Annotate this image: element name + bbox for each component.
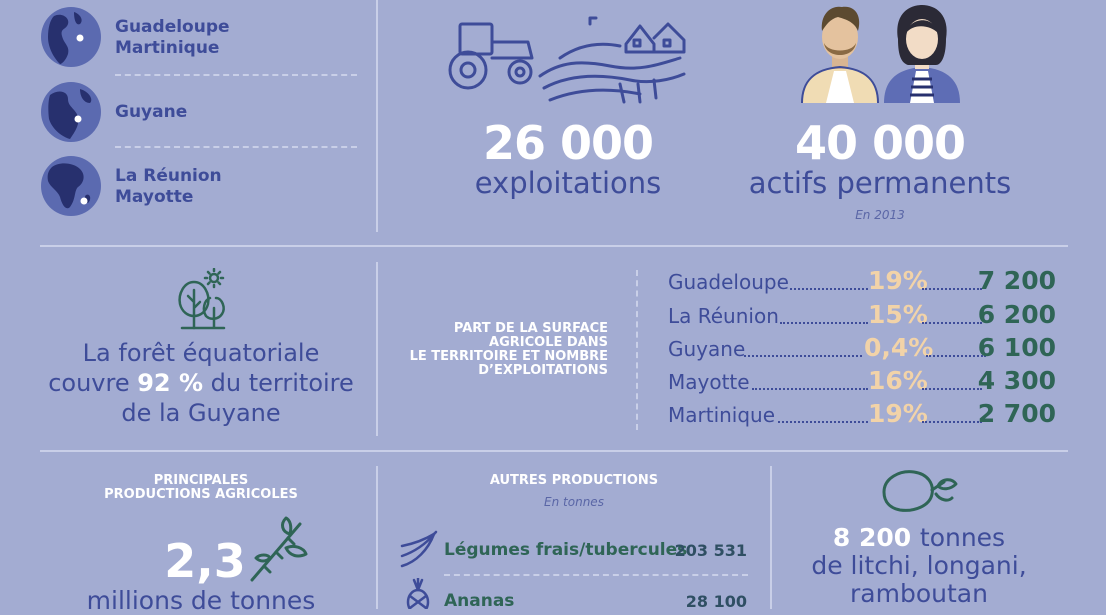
workers-label: actifs permanents — [748, 166, 1012, 200]
litchi-icon — [878, 466, 958, 518]
divider-horizontal-2 — [40, 450, 1068, 452]
surface-row-count: 7 200 — [977, 266, 1056, 295]
farms-label: exploitations — [474, 166, 662, 200]
surface-caption: PART DE LA SURFACE AGRICOLE DANS LE TERRITOIRE ET NOMBRE D’EXPLOITATIONS — [409, 321, 608, 378]
other-prod-title: AUTRES PRODUCTIONS — [489, 473, 659, 488]
tractor-icon — [440, 14, 690, 108]
litchi-quantity-number: 8 200 — [832, 523, 920, 552]
divider-vertical-mid — [376, 262, 378, 436]
dotted-leader — [922, 288, 982, 290]
surface-row-name: Mayotte — [668, 370, 750, 394]
surface-row-count: 2 700 — [977, 399, 1056, 428]
forest-line-1: La forêt équatoriale — [82, 339, 320, 367]
forest-line-2c: du territoire — [203, 369, 354, 397]
forest-line-2a: couvre — [48, 369, 138, 397]
region-label-guadeloupe-martinique: Guadeloupe Martinique — [115, 17, 230, 58]
surface-row — [668, 366, 1060, 396]
other-prod-label: Ananas — [444, 591, 515, 611]
forest-line-3: de la Guyane — [121, 399, 281, 427]
forest-text — [40, 338, 362, 428]
farmer-woman-icon — [880, 3, 964, 107]
farms-count: 26 000 — [482, 116, 654, 170]
other-prod-value: 28 100 — [685, 592, 747, 611]
surface-row-name: La Réunion — [668, 304, 779, 328]
surface-row-count: 6 200 — [977, 300, 1056, 329]
divider-dashed-mid — [636, 270, 638, 430]
tree-sun-icon — [176, 268, 228, 334]
surface-row-count: 4 300 — [977, 366, 1056, 395]
litchi-line-3: ramboutan — [850, 579, 988, 608]
litchi-line-1 — [790, 524, 1048, 552]
other-prod-label: Légumes frais/tubercules — [444, 540, 688, 560]
farmer-man-icon — [798, 3, 882, 107]
surface-row-percent: 15% — [868, 300, 928, 329]
dotted-leader — [778, 421, 868, 423]
divider-vertical-top — [376, 0, 378, 232]
dotted-leader — [752, 388, 868, 390]
divider-horizontal-1 — [40, 245, 1068, 247]
region-label-guyane: Guyane — [115, 102, 188, 122]
surface-row-percent: 19% — [868, 399, 928, 428]
surface-row — [668, 300, 1060, 330]
forest-line-2 — [40, 368, 362, 398]
globe-americas-icon — [40, 6, 102, 68]
globe-americas-icon — [40, 81, 102, 143]
forest-percent: 92 % — [137, 369, 204, 397]
dotted-leader — [922, 421, 982, 423]
surface-row-count: 6 100 — [977, 333, 1056, 362]
region-separator-2 — [115, 146, 357, 148]
pineapple-icon — [402, 578, 434, 613]
region-separator-1 — [115, 74, 357, 76]
litchi-quantity: 8 200 tonnes — [832, 523, 1006, 552]
dotted-leader — [922, 388, 982, 390]
banana-icon — [398, 530, 438, 574]
surface-row-percent: 0,4% — [864, 333, 934, 362]
surface-row-name: Martinique — [668, 403, 776, 427]
workers-year: En 2013 — [855, 208, 905, 222]
workers-count: 40 000 — [794, 116, 966, 170]
litchi-line-2: de litchi, longani, — [811, 551, 1027, 580]
region-label-reunion-mayotte: La Réunion Mayotte — [115, 166, 222, 207]
dotted-leader — [744, 355, 862, 357]
other-prod-value: 203 531 — [674, 541, 747, 560]
dotted-leader — [790, 288, 868, 290]
surface-row-name: Guadeloupe — [668, 270, 789, 294]
surface-row-percent: 16% — [868, 366, 928, 395]
other-prod-separator — [444, 574, 748, 576]
sugarcane-icon — [246, 514, 310, 588]
surface-row-percent: 19% — [868, 266, 928, 295]
litchi-text — [790, 524, 1048, 608]
surface-row — [668, 266, 1060, 296]
surface-row — [668, 399, 1060, 429]
globe-africa-icon — [40, 155, 102, 217]
surface-row — [668, 333, 1060, 363]
main-prod-title: PRINCIPALES PRODUCTIONS AGRICOLES — [104, 473, 298, 502]
dotted-leader — [780, 322, 868, 324]
main-prod-value: 2,3 — [164, 534, 246, 588]
divider-vertical-bottom-2 — [770, 466, 772, 609]
main-prod-unit: millions de tonnes — [86, 586, 316, 615]
surface-row-name: Guyane — [668, 337, 746, 361]
dotted-leader — [922, 322, 982, 324]
other-prod-subtitle: En tonnes — [544, 495, 604, 509]
divider-vertical-bottom-1 — [376, 466, 378, 609]
